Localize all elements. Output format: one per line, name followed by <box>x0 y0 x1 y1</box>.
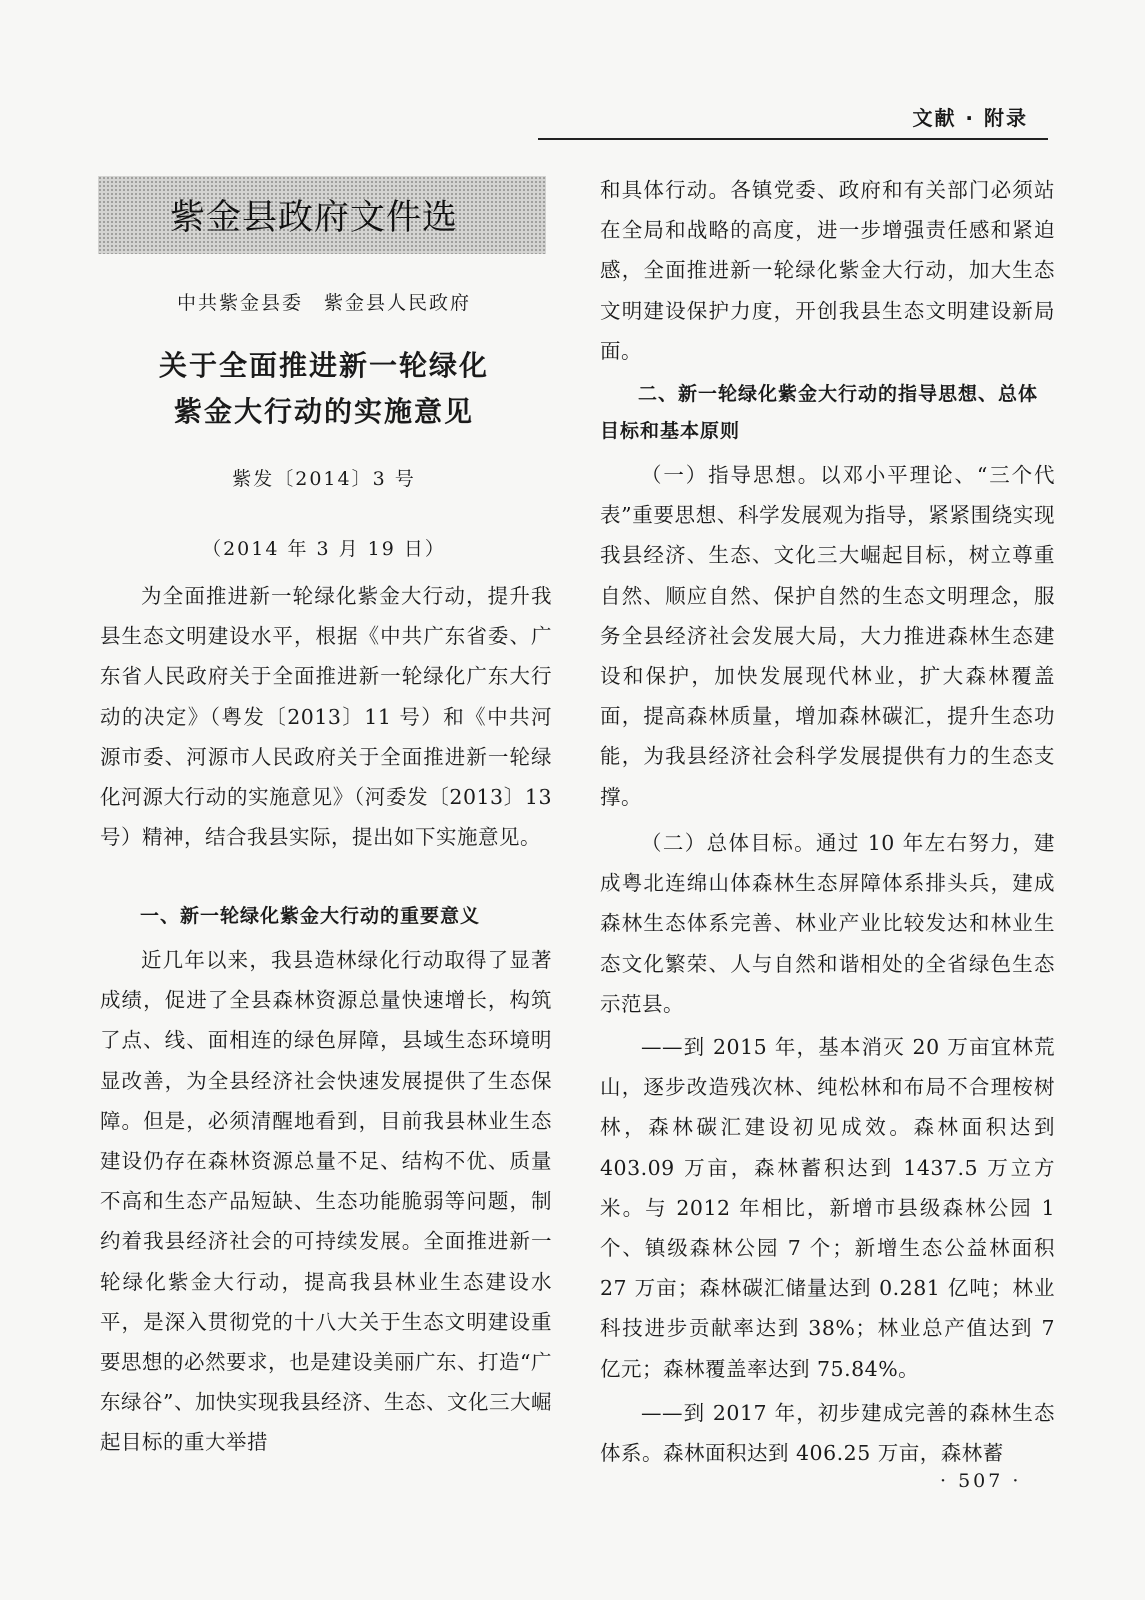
guiding-thought-paragraph: （一）指导思想。以邓小平理论、“三个代表”重要思想、科学发展观为指导，紧紧围绕实现我县经济、生态、文化三大崛起目标，树立尊重自然、顺应自然、保护自然的生态文明理念，服务全县经济社会发展大局，大力推进森林生态建设和保护，加快发展现代林业，扩大森林覆盖面，提高森林质量，增加森林碳汇，提升生态功能，为我县经济社会科学发展提供有力的生态支撑。 <box>600 463 1055 809</box>
issuing-authority: 中共紫金县委 紫金县人民政府 <box>176 292 471 314</box>
overall-goal-paragraph: （二）总体目标。通过 10 年左右努力，建成粤北连绵山体森林生态屏障体系排头兵，建成森林生态体系完善、林业产业比较发达和林业生态文化繁荣、人与自然和谐相处的全省绿色生态示范县。 <box>600 831 1055 1016</box>
section-2-heading: 二、新一轮绿化紫金大行动的指导思想、总体目标和基本原则 <box>600 383 1039 442</box>
document-title-line-1: 关于全面推进新一轮绿化 <box>158 349 489 382</box>
running-header <box>538 98 1048 140</box>
section-1-paragraph: 近几年以来，我县造林绿化行动取得了显著成绩，促进了全县森林资源总量快速增长，构筑了点、线、面相连的绿色屏障，县域生态环境明显改善，为全县经济社会快速发展提供了生态保障。但是，必须清醒地看到，目前我县林业生态建设仍存在森林资源总量不足、结构不优、质量不高和生态产品短缺、生态功能脆弱等问题，制约着我县经济社会的可持续发展。全面推进新一轮绿化紫金大行动，提高我县林业生态建设水平，是深入贯彻党的十八大关于生态文明建设重要思想的必然要求，也是建设美丽广东、打造“广东绿谷”、加快实现我县经济、生态、文化三大崛起目标的重大举措 <box>100 948 552 1455</box>
goal-2015-paragraph: ——到 2015 年，基本消灭 20 万亩宜林荒山，逐步改造残次林、纯松林和布局不合理桉树林，森林碳汇建设初见成效。森林面积达到 403.09 万亩，森林蓄积达到 1437.5 万立方米。与 2012 年相比，新增市县级森林公园 1 个、镇级森林公园 7 个；新增生态公益林面积 27 万亩；森林碳汇储量达到 0.281 亿吨；林业科技进步贡献率达到 38%；林业总产值达到 7 亿元；森林覆盖率达到 75.84%。 <box>600 1035 1055 1381</box>
running-head-text: 文献 · 附录 <box>912 106 1028 130</box>
goal-2017-paragraph: ——到 2017 年，初步建成完善的森林生态体系。森林面积达到 406.25 万亩，森林蓄 <box>600 1401 1055 1466</box>
banner-title: 紫金县政府文件选 <box>170 198 459 238</box>
section-1-heading: 一、新一轮绿化紫金大行动的重要意义 <box>140 905 481 927</box>
document-number: 紫发〔2014〕3 号 <box>232 468 416 490</box>
continued-paragraph: 和具体行动。各镇党委、政府和有关部门必须站在全局和战略的高度，进一步增强责任感和紧迫感，全面推进新一轮绿化紫金大行动，加大生态文明建设保护力度，开创我县生态文明建设新局面。 <box>600 178 1055 363</box>
page-number: · 507 · <box>940 1470 1022 1492</box>
document-title-line-2: 紫金大行动的实施意见 <box>173 395 474 428</box>
intro-paragraph: 为全面推进新一轮绿化紫金大行动，提升我县生态文明建设水平，根据《中共广东省委、广东省人民政府关于全面推进新一轮绿化广东大行动的决定》（粤发〔2013〕11 号）和《中共河源市委、河源市人民政府关于全面推进新一轮绿化河源大行动的实施意见》（河委发〔2013〕13 号）精神，结合我县实际，提出如下实施意见。 <box>100 584 552 850</box>
section-banner <box>98 176 546 254</box>
document-date: （2014 年 3 月 19 日） <box>202 538 446 560</box>
